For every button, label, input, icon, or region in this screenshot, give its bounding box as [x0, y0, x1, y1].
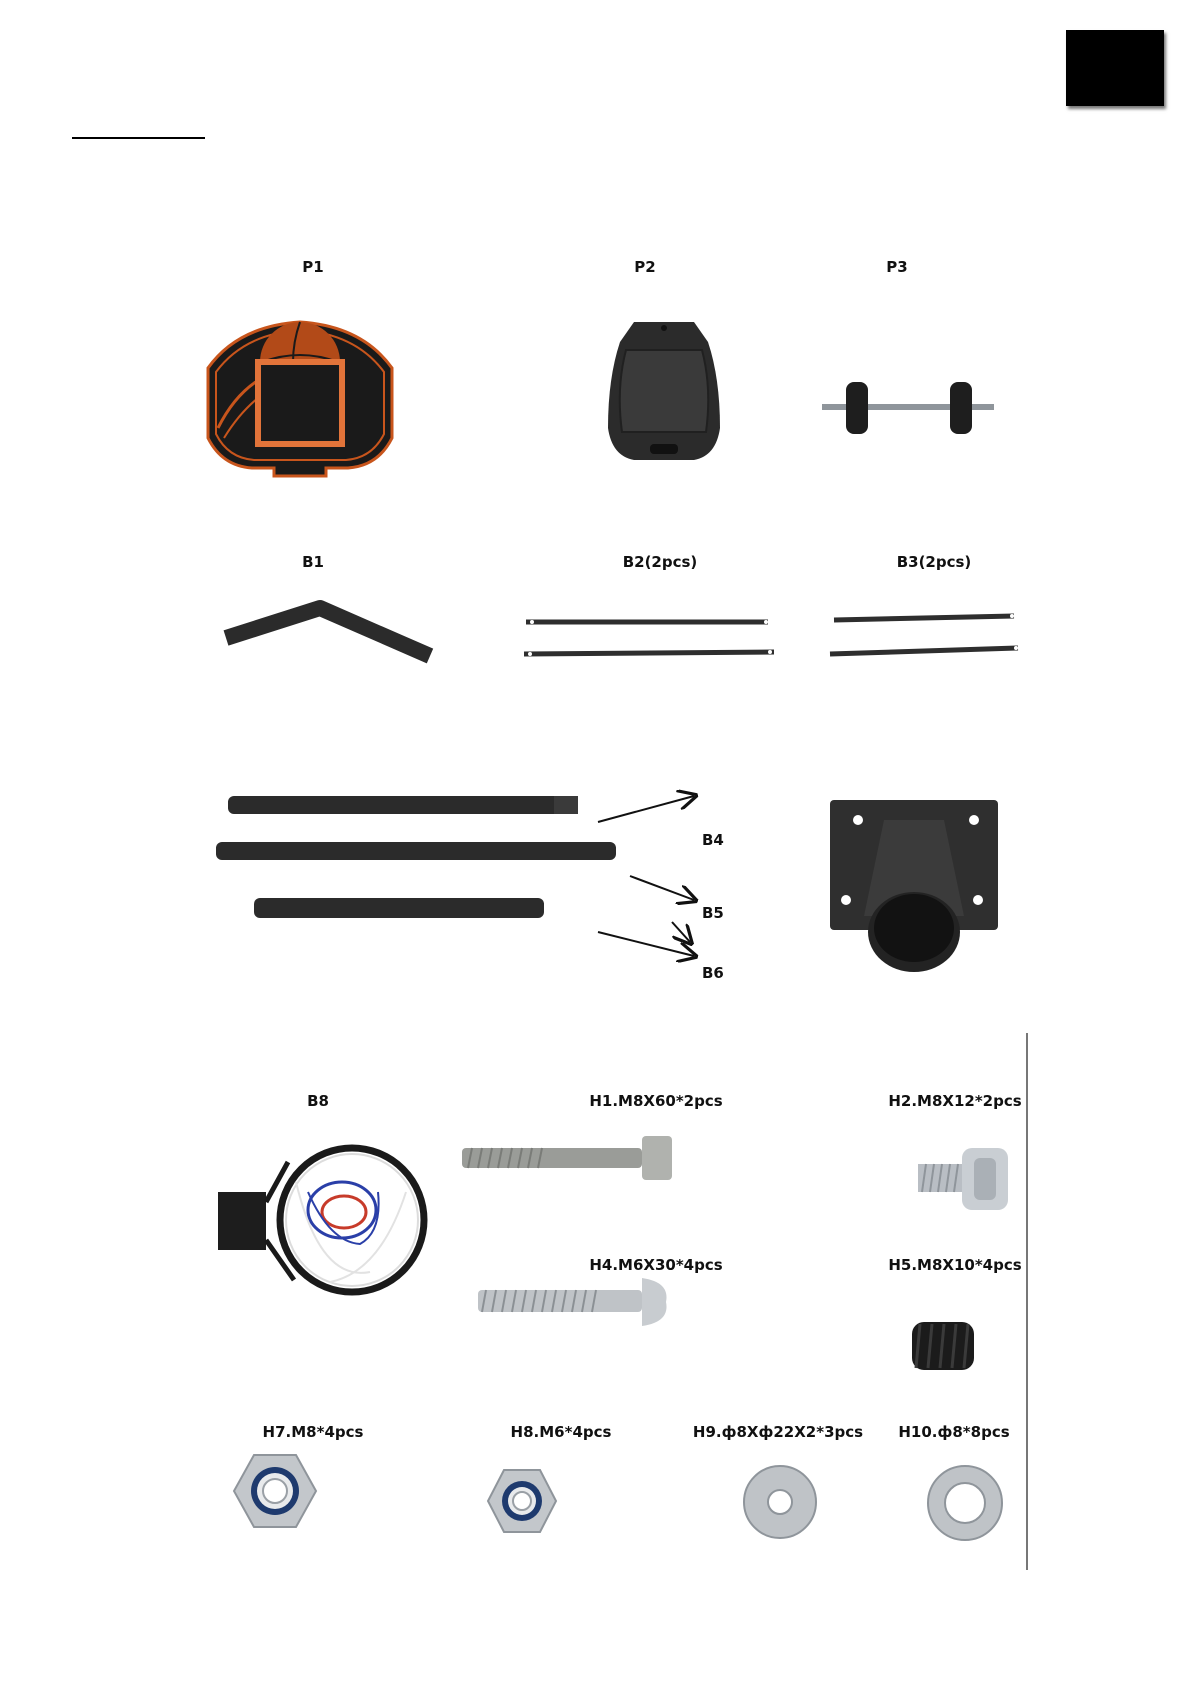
h9-washer-image: [742, 1464, 818, 1540]
label-p2: P2: [634, 258, 656, 276]
h7-nut-image: [232, 1453, 318, 1529]
label-h8: H8.M6*4pcs: [510, 1423, 612, 1441]
label-b6: B6: [702, 964, 724, 982]
wheel-axle-image: [818, 378, 998, 438]
label-h9: H9.ф8Xф22X2*3pcs: [692, 1423, 864, 1441]
label-b2: B2(2pcs): [622, 553, 698, 571]
arrows-graphic: [590, 786, 710, 966]
label-b8: B8: [307, 1092, 329, 1110]
bent-tube-image: [220, 598, 440, 668]
label-h4: H4.M6X30*4pcs: [589, 1256, 723, 1274]
label-b3: B3(2pcs): [896, 553, 972, 571]
poles-image: [214, 788, 624, 928]
mounting-bracket-image: [826, 796, 1002, 976]
b3-rods-image: [826, 610, 1024, 662]
label-p1: P1: [302, 258, 324, 276]
label-b5: B5: [702, 904, 724, 922]
vertical-divider: [1026, 1033, 1028, 1570]
label-b1: B1: [302, 553, 324, 571]
label-h2: H2.M8X12*2pcs: [888, 1092, 1022, 1110]
h10-washer-image: [926, 1464, 1004, 1542]
backboard-image: [198, 318, 402, 478]
label-p3: P3: [886, 258, 908, 276]
h2-bolt-image: [912, 1144, 1018, 1214]
h5-set-screw-image: [906, 1318, 980, 1374]
label-h5: H5.M8X10*4pcs: [888, 1256, 1022, 1274]
b2-rods-image: [522, 614, 778, 660]
corner-tab-box: [1066, 30, 1164, 106]
label-h1: H1.M8X60*2pcs: [589, 1092, 723, 1110]
h4-bolt-image: [474, 1274, 670, 1330]
base-image: [604, 318, 724, 468]
label-h7: H7.M8*4pcs: [262, 1423, 364, 1441]
h1-bolt-image: [458, 1134, 678, 1182]
heading-underline: [72, 137, 205, 139]
label-b4: B4: [702, 831, 724, 849]
hoop-net-image: [210, 1132, 430, 1312]
label-h10: H10.ф8*8pcs: [898, 1423, 1010, 1441]
h8-nut-image: [486, 1468, 558, 1534]
